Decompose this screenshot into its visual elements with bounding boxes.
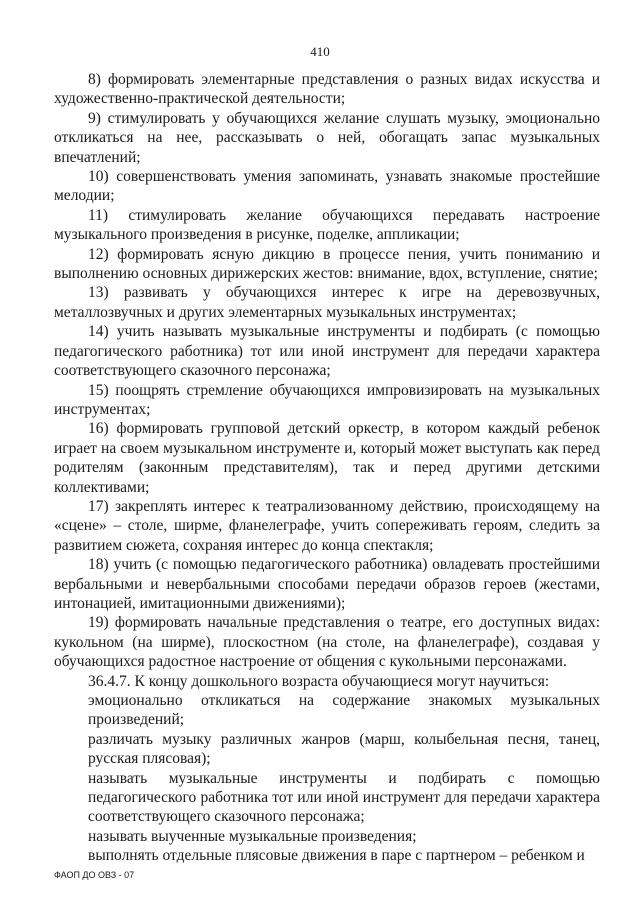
outcome-item: называть выученные музыкальные произведения; [88,827,417,845]
document-body [54,70,600,866]
outcome-item: эмоционально откликаться на содержание знакомых музыкальных произведений; [88,692,600,729]
list-item: 12) формировать ясную дикцию в процессе пения, учить пониманию и выполнению основных дирижерских жестов: внимание, вдох, вступление, снятие; [54,245,600,283]
page-number: 410 [310,44,330,59]
document-footer: ФАОП ДО ОВЗ - 07 [54,870,135,880]
list-item: 19) формировать начальные представления о театре, его доступных видах: кукольном (на ширме), плоскостном (на столе, на фланелеграфе), создавая у обучающихся радостное настроение от общения с кукольными персонажами. [54,614,600,671]
outcome-item: выполнять отдельные плясовые движения в паре с партнером – ребенком и [88,847,585,865]
list-item: 8) формировать элементарные представления о разных видах искусства и художественно-практической деятельности; [54,71,600,108]
list-item: 11) стимулировать желание обучающихся передавать настроение музыкального произведения в рисунке, поделке, аппликации; [54,206,600,244]
list-item: 16) формировать групповой детский оркестр, в котором каждый ребенок играет на своем музыкальном инструменте и, который может выступать как перед родителям (законным представителям), так и перед другими детскими коллективами; [54,420,600,496]
list-item: 9) стимулировать у обучающихся желание слушать музыку, эмоционально откликаться на нее, рассказывать о ней, обогащать запас музыкальных впечатлений; [54,109,600,166]
list-item: 18) учить (с помощью педагогического работника) овладевать простейшими вербальными и невербальными способами передачи образов героев (жестами, интонацией, имитационными движениями); [54,556,600,612]
list-item: 17) закреплять интерес к театрализованному действию, происходящему на «сцене» – столе, ширме, фланелеграфе, учить сопереживать героям, следить за развитием сюжета, сохраняя интерес до конца спектакля; [54,497,600,554]
outcome-item: называть музыкальные инструменты и подбирать с помощью педагогического работника тот или иной инструмент для передачи характера соответствующего сказочного персонажа; [88,769,600,826]
section-heading: 36.4.7. К концу дошкольного возраста обучающиеся могут научиться: [88,672,550,690]
list-item: 15) поощрять стремление обучающихся импровизировать на музыкальных инструментах; [54,381,600,418]
outcome-item: различать музыку различных жанров (марш, колыбельная песня, танец, русская плясовая); [88,730,600,768]
list-item: 13) развивать у обучающихся интерес к игре на деревозвучных, металлозвучных и других элементарных музыкальных инструментах; [54,284,600,321]
list-item: 10) совершенствовать умения запоминать, узнавать знакомые простейшие мелодии; [54,168,600,205]
list-item: 14) учить называть музыкальные инструменты и подбирать (с помощью педагогического работника) тот или иной инструмент для передачи характера соответствующего сказочного персонажа; [54,323,600,380]
